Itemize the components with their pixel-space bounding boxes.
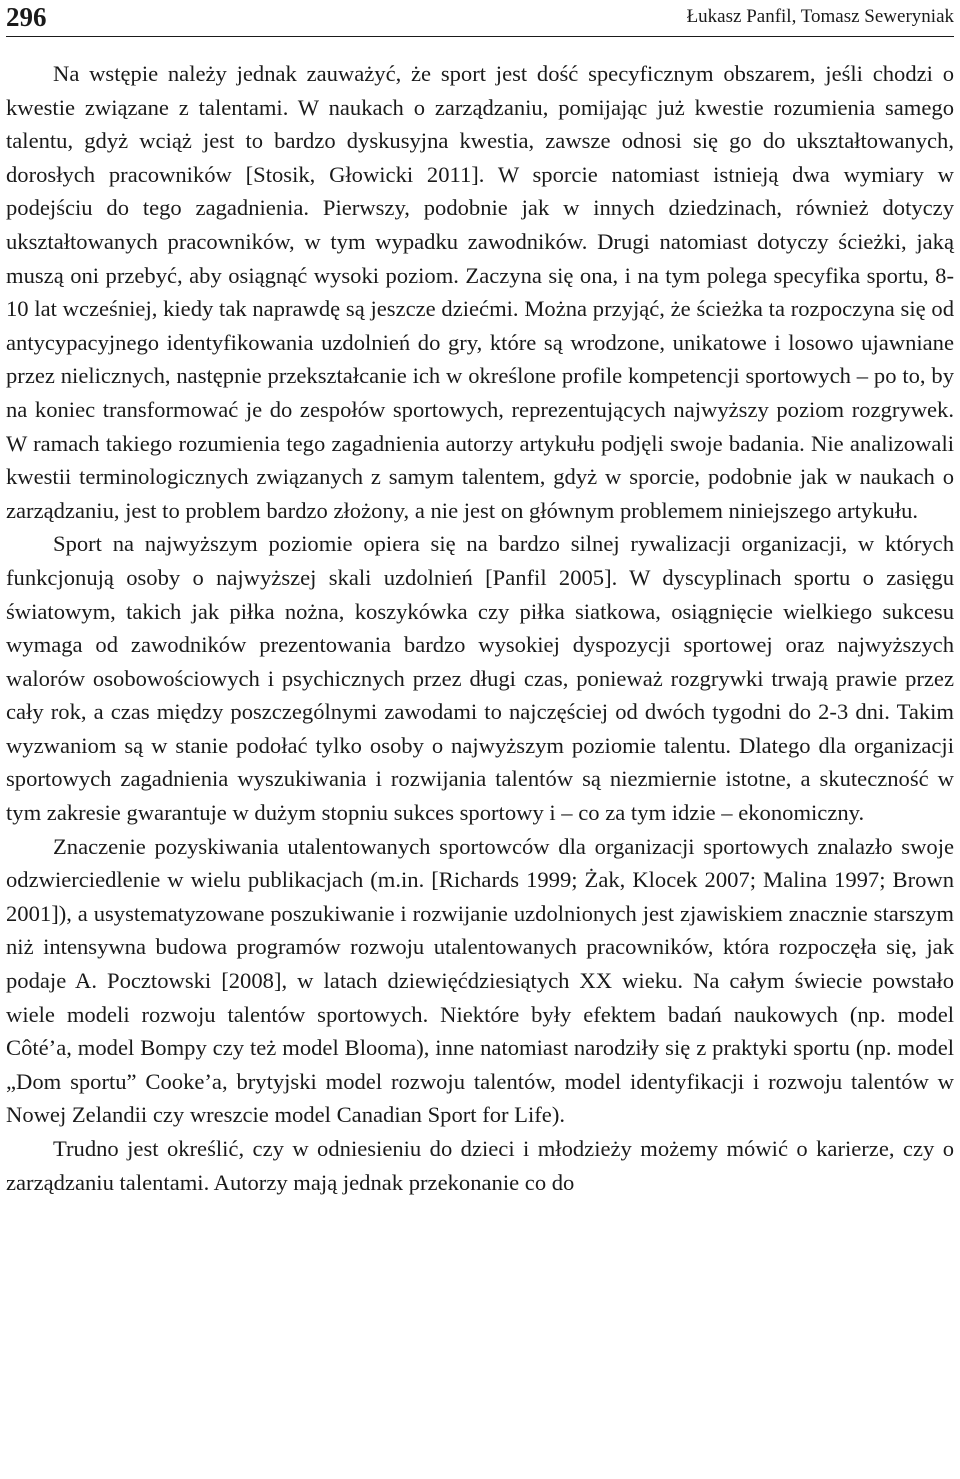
paragraph-talent-models: Znaczenie pozyskiwania utalentowanych sportowców dla organizacji sportowych znalazło swoje odzwierciedlenie w wielu publikacjach (m.in. [Richards 1999; Żak, Klocek 2007; Malina 1997; Brown 2001]), a usystematyzowane poszukiwanie i rozwijanie uzdolnionych jest zjawiskiem znacznie starszym niż intensywna budowa programów rozwoju utalentowanych pracowników, która rozpoczęła się, jak podaje A. Pocztowski [2008], w latach dziewięćdziesiątych XX wieku. Na całym świecie powstało wiele modeli rozwoju talentów sportowych. Niektóre były efektem badań naukowych (np. model Côté’a, model Bompy czy też model Blooma), inne natomiast narodziły się z praktyki sportu (np. model „Dom sportu” Cooke’a, brytyjski model rozwoju talentów, model identyfikacji i rozwoju talentów w Nowej Zelandii czy wreszcie model Canadian Sport for Life). bbox=[6, 833, 954, 1128]
page-number: 296 bbox=[6, 2, 47, 32]
header-authors: Łukasz Panfil, Tomasz Seweryniak bbox=[686, 6, 954, 27]
body-text bbox=[6, 57, 954, 1199]
running-header bbox=[6, 0, 954, 37]
paragraph-sport-specifics: Na wstępie należy jednak zauważyć, że sport jest dość specyficznym obszarem, jeśli chodzi o kwestie związane z talentami. W naukach o zarządzaniu, pomijając już kwestie rozumienia samego talentu, gdyż wciąż jest to bardzo dyskusyjna kwestia, zawsze odnosi się go do ukształtowanych, dorosłych pracowników [Stosik, Głowicki 2011]. W sporcie natomiast istnieją dwa wymiary w podejściu do tego zagadnienia. Pierwszy, podobnie jak w innych dziedzinach, również dotyczy ukształtowanych pracowników, w tym wypadku zawodników. Drugi natomiast dotyczy ścieżki, jaką muszą oni przebyć, aby osiągnąć wysoki poziom. Zaczyna się ona, i na tym polega specyfika sportu, 8-10 lat wcześniej, kiedy tak naprawdę są jeszcze dziećmi. Można przyjąć, że ścieżka ta rozpoczyna się od antycypacyjnego identyfikowania uzdolnień do gry, które są wrodzone, unikatowe i losowo ujawniane przez nielicznych, następnie przekształcanie ich w określone profile kompetencji sportowych – po to, by na koniec transformować je do zespołów sportowych, reprezentujących najwyższy poziom rozgrywek. W ramach takiego rozumienia tego zagadnienia autorzy artykułu podjęli swoje badania. Nie analizowali kwestii terminologicznych związanych z samym talentem, gdyż w sporcie, podobnie jak w naukach o zarządzaniu, jest to problem bardzo złożony, a nie jest on głównym problemem niniejszego artykułu. bbox=[6, 61, 954, 523]
paragraph-competition: Sport na najwyższym poziomie opiera się na bardzo silnej rywalizacji organizacji, w których funkcjonują osoby o najwyższej skali uzdolnień [Panfil 2005]. W dyscyplinach sportu o zasięgu światowym, takich jak piłka nożna, koszykówka czy piłka siatkowa, osiągnięcie wielkiego sukcesu wymaga od zawodników prezentowania bardzo wysokiej dyspozycji sportowej oraz najwyższych walorów osobowościowych i psychicznych przez długi czas, ponieważ rozgrywki trwają prawie przez cały rok, a czas między poszczególnymi zawodami to najczęściej od dwóch tygodni do 2-3 dni. Takim wyzwaniom są w stanie podołać tylko osoby o najwyższym poziomie talentu. Dlatego dla organizacji sportowych zagadnienia wyszukiwania i rozwijania talentów są niezmiernie istotne, a skuteczność w tym zakresie gwarantuje w dużym stopniu sukces sportowy i – co za tym idzie – ekonomiczny. bbox=[6, 531, 954, 826]
paragraph-career-or-talent: Trudno jest określić, czy w odniesieniu do dzieci i młodzieży możemy mówić o karierze, czy o zarządzaniu talentami. Autorzy mają jednak przekonanie co do bbox=[6, 1136, 954, 1195]
